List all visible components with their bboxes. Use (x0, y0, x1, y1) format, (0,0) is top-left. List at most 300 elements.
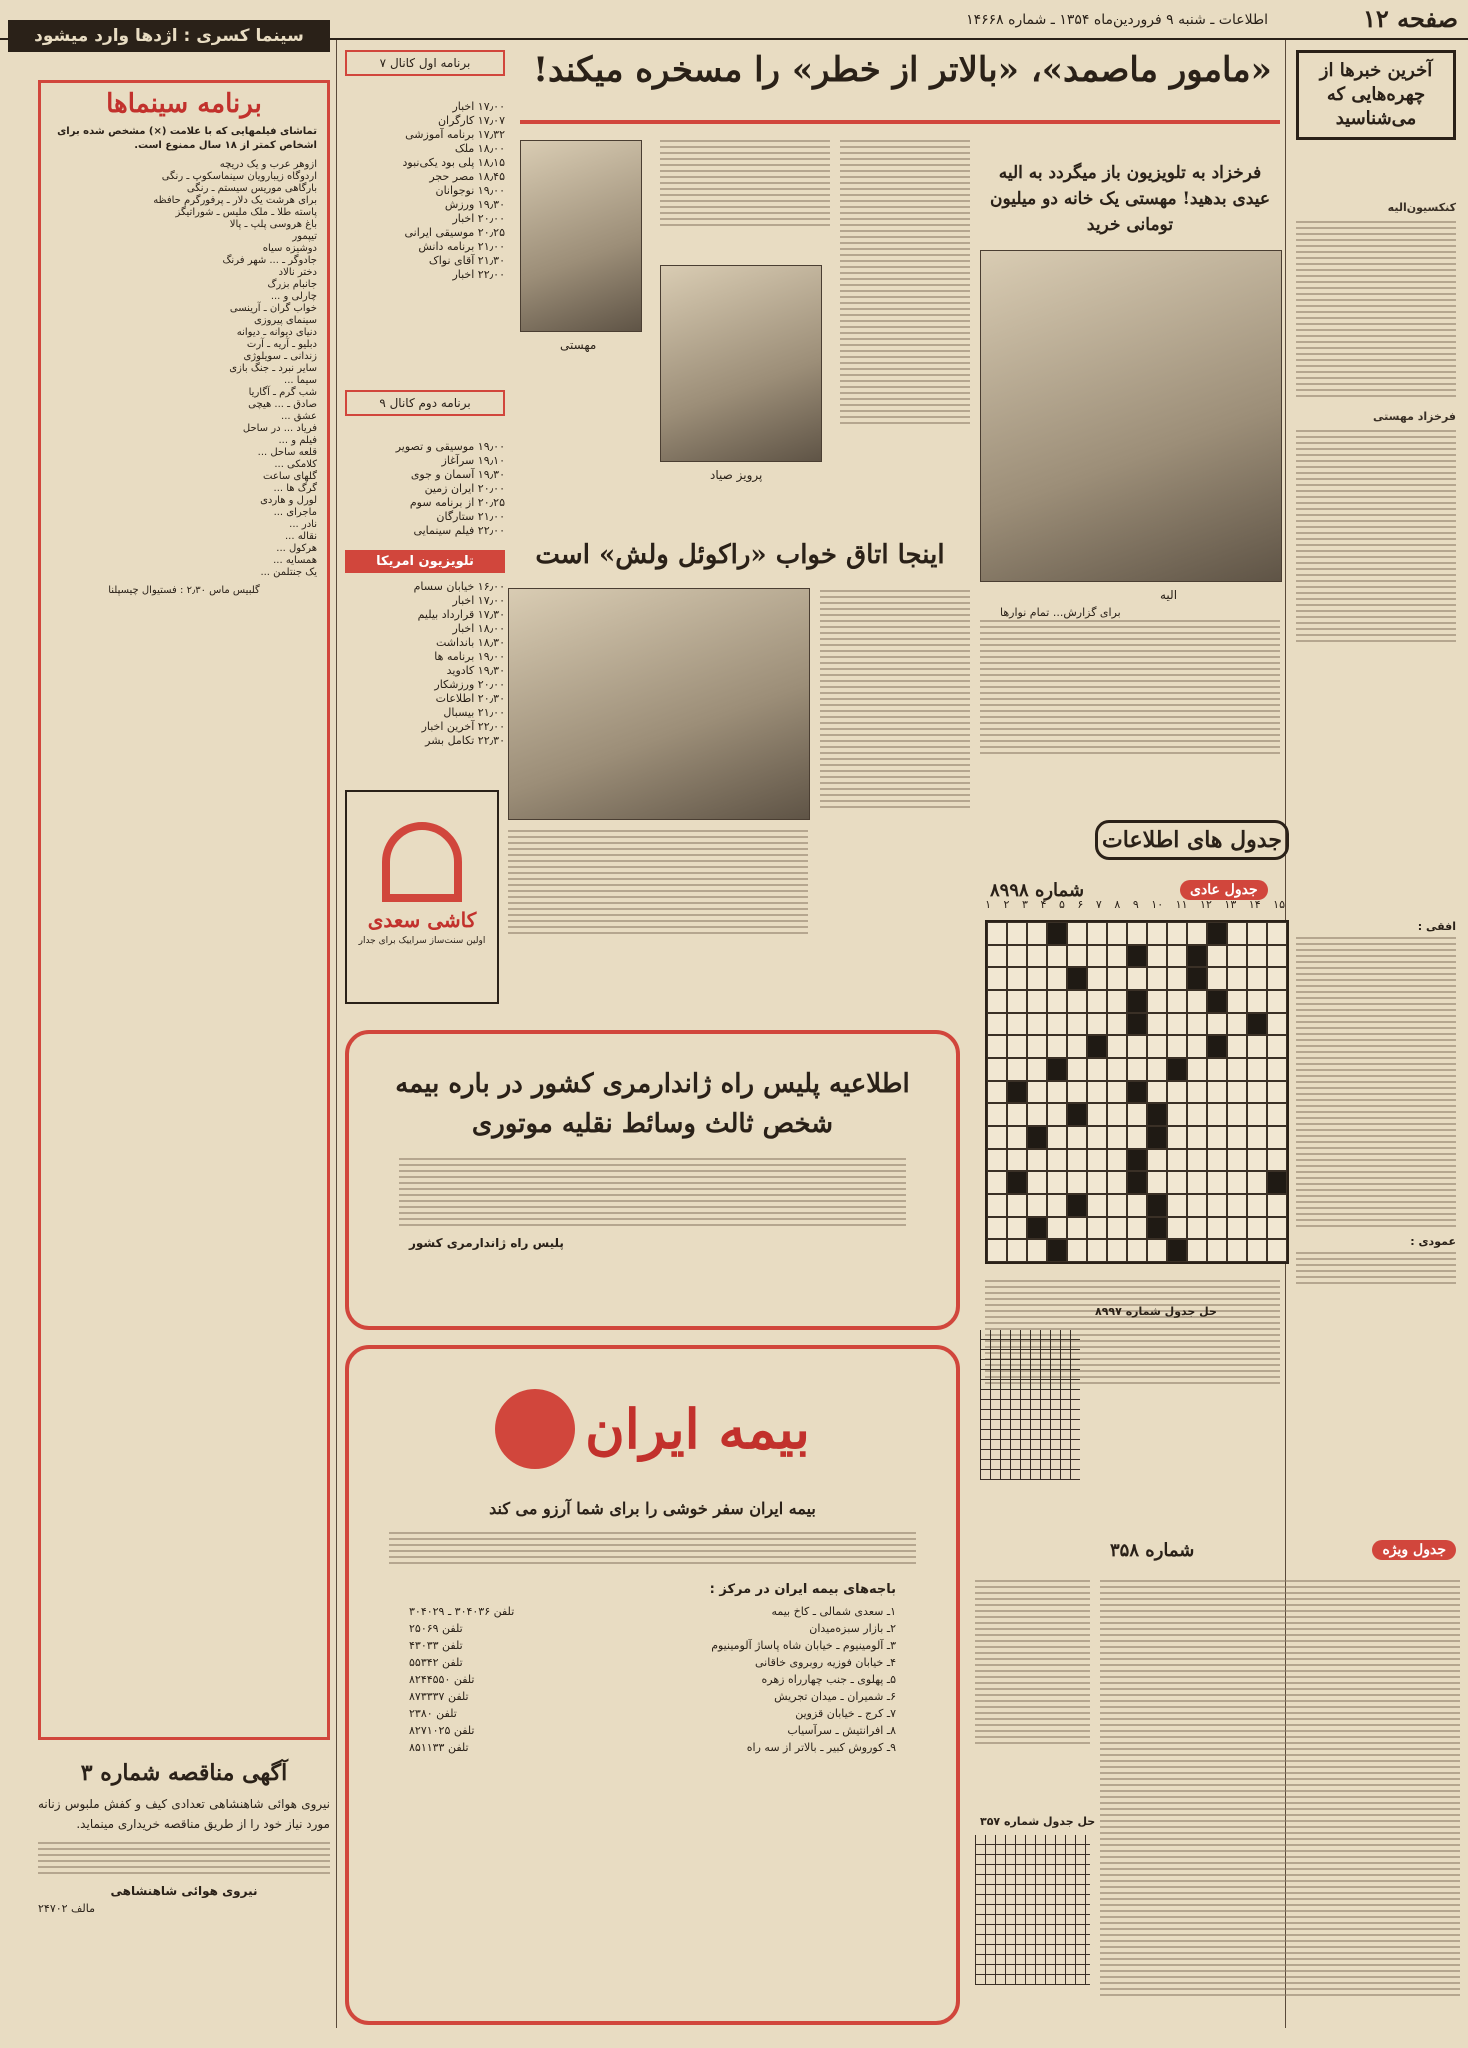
crossword-col-numbers (985, 898, 1285, 911)
crossword-col-number: ۴ (1040, 898, 1047, 911)
tv-channel-2: برنامه دوم کانال ۹ (345, 390, 505, 416)
crossword-col-number: ۱۵ (1273, 898, 1285, 911)
crossword-cell (1227, 1013, 1247, 1036)
crossword-cell (1087, 945, 1107, 968)
crossword-cell (1127, 1217, 1147, 1240)
omega-logo (382, 822, 462, 902)
crossword-cell (1047, 922, 1067, 945)
cinema-entry: نقاله ... (284, 531, 317, 542)
crossword-cell (1247, 1035, 1267, 1058)
crossword-cell (1247, 1013, 1267, 1036)
cinema-entry: جانبام بزرگ (267, 279, 317, 290)
crossword-cell (1127, 1058, 1147, 1081)
crossword-cell (1107, 1035, 1127, 1058)
crossword-cell (1187, 1058, 1207, 1081)
crossword-col-number: ۹ (1132, 898, 1139, 911)
crossword-title: جدول های اطلاعات (1095, 820, 1289, 860)
crossword-cell (1147, 1194, 1167, 1217)
cinema-entry: هرکول ... (276, 543, 317, 554)
crossword-cell (1187, 1217, 1207, 1240)
crossword-cell (1147, 1103, 1167, 1126)
crossword-cell (1007, 1217, 1027, 1240)
crossword-cell (1127, 1171, 1147, 1194)
branch-name: ۹ـ کوروش کبیر ـ بالاتر از سه راه (746, 1741, 896, 1754)
tv-schedule-item: ۱۸٫۱۵ پلی بود یکی‌نبود (402, 156, 505, 169)
crossword-col-number: ۱۳ (1224, 898, 1237, 911)
crossword-cell (1227, 1103, 1247, 1126)
cinema-entry: ازوهر عرب و یک دریچه (219, 159, 317, 170)
crossword-cell (1007, 1081, 1027, 1104)
crossword-col-number: ۷ (1095, 898, 1102, 911)
branch-row (409, 1671, 896, 1688)
cinema-entry: بارگاهی موریس سیستم ـ رنگی (186, 183, 317, 194)
crossword-cell (987, 1035, 1007, 1058)
crossword-cell (1187, 1103, 1207, 1126)
crossword-cell (1127, 1081, 1147, 1104)
crossword-cell (1067, 1194, 1087, 1217)
branch-row (409, 1620, 896, 1637)
crossword-cell (1207, 1013, 1227, 1036)
crossword-cell (1267, 1217, 1287, 1240)
crossword-col-number: ۲ (1003, 898, 1010, 911)
crossword-cell (1207, 1217, 1227, 1240)
crossword-cell (1187, 1126, 1207, 1149)
crossword-cell (1127, 922, 1147, 945)
cinema-entry: باغ هروسی پلپ ـ پالا (229, 219, 317, 230)
crossword-cell (1047, 945, 1067, 968)
crossword-cell (1207, 1149, 1227, 1172)
cinema-footer: گلبیس ماس ۲٫۳۰ : فستیوال چیسپلنا (108, 585, 260, 596)
branch-name: ۳ـ آلومینیوم ـ خیابان شاه پاساژ آلومینیوم (711, 1639, 896, 1652)
crossword-cell (1047, 1149, 1067, 1172)
crossword-cell (1047, 1103, 1067, 1126)
latest-news-title: آخرین خبرها از چهره‌هایی که می‌شناسید (1319, 60, 1433, 129)
crossword-cell (1107, 1217, 1127, 1240)
crossword-cell (1267, 1239, 1287, 1262)
crossword-cell (1167, 990, 1187, 1013)
crossword-cell (1127, 1126, 1147, 1149)
crossword-cell (1047, 990, 1067, 1013)
crossword-cell (1147, 922, 1167, 945)
crossword-col-number: ۱۰ (1151, 898, 1164, 911)
crossword-cell (1107, 922, 1127, 945)
cinema-entry: دختر نالاد (278, 267, 317, 278)
crossword-cell (1267, 990, 1287, 1013)
police-signature: پلیس راه ژاندارمری کشور (409, 1236, 564, 1250)
section-heading: کنکسیون‌الیه (1387, 201, 1456, 214)
crossword-cell (1227, 990, 1247, 1013)
cinema-entry: سینمای پیروزی (253, 315, 317, 326)
tender-body: نیروی هوائی شاهنشاهی تعدادی کیف و کفش ملبوس زنانه مورد نیاز خود را از طریق مناقصه خریداری مینماید. (38, 1797, 330, 1831)
crossword-cell (1187, 1239, 1207, 1262)
tv-schedule-1 (345, 100, 505, 282)
crossword-cell (1047, 1081, 1067, 1104)
crossword-cell (1027, 945, 1047, 968)
crossword-cell (1087, 1081, 1107, 1104)
crossword-cell (1127, 945, 1147, 968)
crossword-cell (1067, 945, 1087, 968)
crossword-cell (1187, 1013, 1207, 1036)
crossword-cell (1247, 990, 1267, 1013)
crossword-cell (1007, 1149, 1027, 1172)
crossword-cell (1047, 1058, 1067, 1081)
special-clues (1100, 1580, 1460, 1996)
crossword-cell (1107, 1171, 1127, 1194)
crossword-cell (987, 945, 1007, 968)
crossword-col-number: ۵ (1058, 898, 1065, 911)
crossword-cell (987, 1081, 1007, 1104)
crossword-cell (1187, 1171, 1207, 1194)
crossword-cell (987, 1149, 1007, 1172)
crossword-cell (1107, 1239, 1127, 1262)
tv-schedule-item: ۱۷٫۳۰ قرارداد بیلیم (417, 608, 505, 621)
crossword-cell (1127, 1239, 1147, 1262)
tv-schedule-item: ۲۱٫۳۰ آقای نواک (428, 254, 505, 267)
photo-mahasti (520, 140, 642, 332)
crossword-cell (1167, 945, 1187, 968)
tv-schedule-item: ۲۰٫۳۰ اطلاعات (435, 692, 505, 705)
crossword-cell (1027, 922, 1047, 945)
crossword-cell (1047, 1126, 1067, 1149)
second-story-text-2 (508, 830, 808, 934)
branches-title: باجه‌های بیمه ایران در مرکز : (709, 1582, 896, 1597)
down-label: عمودی : (1410, 1235, 1456, 1248)
special-number: شماره ۳۵۸ (1110, 1540, 1195, 1561)
crossword-cell (1047, 1171, 1067, 1194)
cinema-intro: تماشای فیلمهایی که با علامت (×) مشخص شده برای اشخاص کمتر از ۱۸ سال ممنوع است. (57, 126, 317, 151)
crossword-cell (1247, 1058, 1267, 1081)
branch-name: ۸ـ افرانتیش ـ سرآسیاب (787, 1724, 896, 1737)
crossword-cell (987, 1126, 1007, 1149)
crossword-cell (1227, 967, 1247, 990)
crossword-cell (987, 922, 1007, 945)
bime-logo-row (349, 1389, 956, 1469)
cinema-entry: همسایه ... (273, 555, 317, 566)
caption-elaheh-sub: برای گزارش... تمام نوارها (1000, 606, 1121, 619)
main-subhead: فرخزاد به تلویزیون باز میگردد به الیه عیدی بدهید! مهستی یک خانه دو میلیون تومانی خرید (989, 163, 1271, 235)
branch-tel: تلفن ۲۵۰۶۹ (409, 1622, 463, 1635)
crossword-cell (1087, 1103, 1107, 1126)
crossword-cell (1067, 1103, 1087, 1126)
crossword-cell (1247, 945, 1267, 968)
cinema-entry: ماجرای ... (273, 507, 317, 518)
tender-signature: نیروی هوائی شاهنشاهی (110, 1884, 258, 1898)
crossword-cell (1007, 1239, 1027, 1262)
cinema-entry: یک جنتلمن ... (260, 567, 317, 578)
ad-brand: کاشی سعدی (367, 908, 477, 932)
crossword-cell (1127, 967, 1147, 990)
crossword-cell (987, 1058, 1007, 1081)
caption-elaheh: الیه (1160, 588, 1178, 602)
crossword-cell (1147, 1217, 1167, 1240)
caption-mahasti: مهستی (560, 338, 597, 352)
crossword-cell (1147, 1126, 1167, 1149)
crossword-cell (1107, 945, 1127, 968)
crossword-cell (1147, 1058, 1167, 1081)
tv-schedule-item: ۱۹٫۳۰ ورزش (444, 198, 505, 211)
crossword-cell (1007, 1013, 1027, 1036)
branch-name: ۷ـ کرج ـ خیابان قزوین (795, 1707, 896, 1720)
tv-schedule-item: ۱۹٫۳۰ آسمان و جوی (410, 468, 505, 481)
photo-elaheh (980, 250, 1282, 582)
answers-label-1: حل جدول شماره ۸۹۹۷ (1095, 1305, 1217, 1318)
crossword-cell (1147, 1035, 1167, 1058)
tv-schedule-item: ۱۹٫۱۰ سرآغاز (441, 454, 505, 467)
cinema-entry: دنیای دیوانه ـ دیوانه (236, 327, 317, 338)
tv-schedule-item: ۱۹٫۰۰ برنامه ها (434, 650, 505, 663)
crossword-cell (1127, 1149, 1147, 1172)
story-text-3 (980, 620, 1280, 754)
crossword-col-number: ۱۴ (1248, 898, 1261, 911)
special-title: جدول ویژه (1372, 1540, 1456, 1560)
crossword-cell (1167, 1217, 1187, 1240)
crossword-cell (987, 1194, 1007, 1217)
crossword-cell (1247, 1126, 1267, 1149)
tv-schedule-item: ۱۶٫۰۰ خیابان سسام (413, 580, 505, 593)
crossword-cell (1067, 967, 1087, 990)
crossword-cell (1267, 1058, 1287, 1081)
crossword-cell (1067, 990, 1087, 1013)
crossword-cell (1007, 1058, 1027, 1081)
answers-grid-2 (975, 1835, 1090, 1985)
crossword-cell (1207, 1126, 1227, 1149)
crossword-cell (1027, 1149, 1047, 1172)
section-heading: فرخزاد مهستی (1373, 410, 1456, 423)
crossword-cell (1187, 1081, 1207, 1104)
crossword-cell (1227, 922, 1247, 945)
crossword-cell (1127, 990, 1147, 1013)
crossword-cell (1007, 990, 1027, 1013)
cinema-entry: عشق ... (281, 411, 317, 422)
tv-schedule-item: ۲۲٫۰۰ فیلم سینمایی (413, 524, 505, 537)
branch-tel: تلفن ۸۲۷۱۰۲۵ (409, 1724, 475, 1737)
bime-iran-ad (345, 1345, 960, 2025)
crossword-cell (1187, 1194, 1207, 1217)
across-label: افقی : (1417, 920, 1456, 933)
crossword-cell (1267, 1013, 1287, 1036)
crossword-cell (1247, 967, 1267, 990)
crossword-cell (1267, 1103, 1287, 1126)
crossword-cell (1087, 990, 1107, 1013)
cinema-entry: فیلم و ... (278, 435, 317, 446)
crossword-cell (1087, 1217, 1107, 1240)
branch-tel: تلفن ۸۲۴۴۵۵۰ (409, 1673, 475, 1686)
crossword-cell (1247, 1239, 1267, 1262)
crossword-cell (1027, 990, 1047, 1013)
branch-tel: تلفن ۳۰۴۰۳۶ ـ ۳۰۴۰۲۹ (409, 1605, 515, 1618)
crossword-cell (1087, 922, 1107, 945)
crossword-grid (985, 920, 1289, 1264)
tv-schedule-item: ۱۹٫۰۰ موسیقی و تصویر (395, 440, 505, 453)
crossword-cell (1207, 990, 1227, 1013)
tv-schedule-item: ۱۹٫۳۰ کادوید (446, 664, 505, 677)
crossword-cell (1207, 967, 1227, 990)
crossword-cell (1207, 1081, 1227, 1104)
crossword-cell (1207, 1239, 1227, 1262)
crossword-cell (1187, 1035, 1207, 1058)
crossword-cell (1267, 1149, 1287, 1172)
crossword-cell (987, 1013, 1007, 1036)
tv-schedule-item: ۲۰٫۰۰ اخبار (452, 212, 505, 225)
crossword-cell (1167, 967, 1187, 990)
crossword-cell (1167, 1103, 1187, 1126)
crossword-cell (1167, 1058, 1187, 1081)
crossword-cell (1007, 967, 1027, 990)
tv-channel-1: برنامه اول کانال ۷ (345, 50, 505, 76)
crossword-cell (1087, 1149, 1107, 1172)
crossword-cell (1207, 1194, 1227, 1217)
tv-schedule-item: ۲۱٫۰۰ برنامه دانش (418, 240, 505, 253)
crossword-cell (1127, 1035, 1147, 1058)
cinema-entry: خواب گران ـ آرینسی (229, 303, 317, 314)
photo-bedroom (508, 588, 810, 820)
tv-schedule-item: ۲۲٫۳۰ تکامل بشر (425, 734, 505, 747)
tv-schedule-item: ۲۰٫۰۰ ورزشکار (434, 678, 505, 691)
branch-name: ۶ـ شمیران ـ میدان تجریش (774, 1690, 896, 1703)
crossword-cell (1207, 1035, 1227, 1058)
crossword-cell (1207, 1058, 1227, 1081)
branch-name: ۲ـ بازار سبزه‌میدان (809, 1622, 896, 1635)
branch-row (409, 1722, 896, 1739)
crossword-cell (1227, 1217, 1247, 1240)
crossword-cell (1047, 1035, 1067, 1058)
crossword-cell (1167, 1035, 1187, 1058)
crossword-cell (987, 967, 1007, 990)
crossword-cell (1227, 945, 1247, 968)
tender-title: آگهی مناقصه شماره ۳ (80, 1760, 288, 1786)
crossword-cell (1187, 945, 1207, 968)
tv-schedule-item: ۲۰٫۲۵ از برنامه سوم (409, 496, 505, 509)
crossword-cell (1087, 1194, 1107, 1217)
issue-line: اطلاعات ـ شنبه ۹ فروردین‌ماه ۱۳۵۴ ـ شماره ۱۴۶۶۸ (966, 12, 1268, 28)
story-text-2 (660, 140, 830, 226)
crossword-cell (1167, 1126, 1187, 1149)
cinema-entry: برای هرشت یک دلار ـ پرفورگرم حافظه (153, 195, 317, 206)
photo-parviz (660, 265, 822, 462)
tv-schedule-item: ۲۰٫۲۵ موسیقی ایرانی (404, 226, 505, 239)
crossword-cell (1047, 1194, 1067, 1217)
tv-schedule-2 (345, 440, 505, 538)
crossword-cell (1147, 1013, 1167, 1036)
branch-tel: تلفن ۸۵۱۱۳۳ (409, 1741, 469, 1754)
crossword-cell (1167, 1239, 1187, 1262)
crossword-cell (1047, 1013, 1067, 1036)
crossword-cell (1027, 1013, 1047, 1036)
crossword-cell (1147, 1171, 1167, 1194)
crossword-col-number: ۱ (985, 898, 991, 911)
branch-row (409, 1688, 896, 1705)
tv-schedule-item: ۲۰٫۰۰ ایران زمین (424, 482, 505, 495)
crossword-cell (1227, 1239, 1247, 1262)
crossword-cell (1007, 1126, 1027, 1149)
crossword-cell (1267, 1035, 1287, 1058)
branch-row (409, 1654, 896, 1671)
crossword-cell (1127, 1013, 1147, 1036)
crossword-clues (1296, 920, 1456, 1284)
crossword-cell (1227, 1126, 1247, 1149)
tv-schedule-item: ۱۷٫۰۷ کارگران (437, 114, 505, 127)
tv-schedule-item: ۱۷٫۰۰ اخبار (452, 594, 505, 607)
crossword-cell (1247, 1217, 1267, 1240)
crossword-cell (1007, 945, 1027, 968)
story-text-1 (840, 140, 970, 424)
crossword-cell (1167, 922, 1187, 945)
crossword-cell (1127, 1194, 1147, 1217)
tv-schedule-item: ۲۱٫۰۰ بیسبال (443, 706, 505, 719)
crossword-cell (1267, 1126, 1287, 1149)
tv-schedule-item: ۲۲٫۰۰ اخبار (452, 268, 505, 281)
crossword-cell (1087, 1035, 1107, 1058)
crossword-cell (1067, 1149, 1087, 1172)
crossword-cell (1027, 1081, 1047, 1104)
tv-schedule-item: ۱۸٫۳۰ بانداشت (435, 636, 505, 649)
crossword-cell (1247, 1081, 1267, 1104)
crossword-cell (1147, 990, 1167, 1013)
branch-row (409, 1637, 896, 1654)
branch-row (409, 1739, 896, 1756)
crossword-cell (1147, 945, 1167, 968)
crossword-cell (1067, 922, 1087, 945)
crossword-cell (1147, 1149, 1167, 1172)
cinema-entry: زندانی ـ سویلوژی (243, 351, 317, 362)
branch-tel: تلفن ۵۵۳۴۲ (409, 1656, 463, 1669)
crossword-cell (1187, 922, 1207, 945)
crossword-cell (1107, 1103, 1127, 1126)
crossword-cell (1267, 967, 1287, 990)
crossword-cell (987, 1217, 1007, 1240)
branch-name: ۵ـ پهلوی ـ جنب چهارراه زهره (761, 1673, 896, 1686)
crossword-cell (1167, 1194, 1187, 1217)
crossword-cell (1107, 1013, 1127, 1036)
cinema-box (38, 80, 330, 1740)
crossword-cell (1067, 1035, 1087, 1058)
bime-sun-icon (495, 1389, 575, 1469)
crossword-cell (1187, 990, 1207, 1013)
crossword-cell (1147, 967, 1167, 990)
branch-name: ۴ـ خیابان فوزیه روبروی خاقانی (755, 1656, 896, 1669)
cinema-banner: سینما کسری : اژدها وارد میشود (8, 20, 330, 52)
police-title: اطلاعیه پلیس راه ژاندارمری کشور در باره بیمه شخص ثالث وسائط نقلیه موتوری (395, 1069, 910, 1139)
crossword-cell (1027, 967, 1047, 990)
crossword-cell (1067, 1126, 1087, 1149)
crossword-cell (1067, 1081, 1087, 1104)
crossword-type: جدول عادی (1180, 880, 1268, 900)
crossword-cell (1027, 1217, 1047, 1240)
crossword-cell (1167, 1081, 1187, 1104)
crossword-cell (1147, 1081, 1167, 1104)
crossword-cell (1067, 1239, 1087, 1262)
tv-schedule-item: ۱۸٫۰۰ اخبار (452, 622, 505, 635)
cinema-entry: دوشیزه سیاه (262, 243, 317, 254)
cinema-entry: سایر نبرد ـ جنگ بازی (229, 363, 317, 374)
crossword-cell (1087, 1171, 1107, 1194)
crossword-cell (1107, 967, 1127, 990)
crossword-cell (1167, 1013, 1187, 1036)
cinema-entry: اردوگاه زیبارویان سینماسکوپ ـ رنگی (161, 171, 317, 182)
crossword-cell (1087, 1239, 1107, 1262)
crossword-cell (1107, 1081, 1127, 1104)
crossword-cell (1027, 1126, 1047, 1149)
crossword-cell (1227, 1035, 1247, 1058)
second-story-text (820, 590, 970, 808)
crossword-col-number: ۶ (1077, 898, 1084, 911)
crossword-cell (1067, 1171, 1087, 1194)
second-headline: اینجا اتاق خواب «راکوئل ولش» است (535, 540, 945, 570)
crossword-cell (1227, 1058, 1247, 1081)
cinema-entry: لورل و هاردی (260, 495, 317, 506)
kashi-saadi-ad (345, 790, 499, 1004)
cinema-entry: سیما ... (284, 375, 317, 386)
